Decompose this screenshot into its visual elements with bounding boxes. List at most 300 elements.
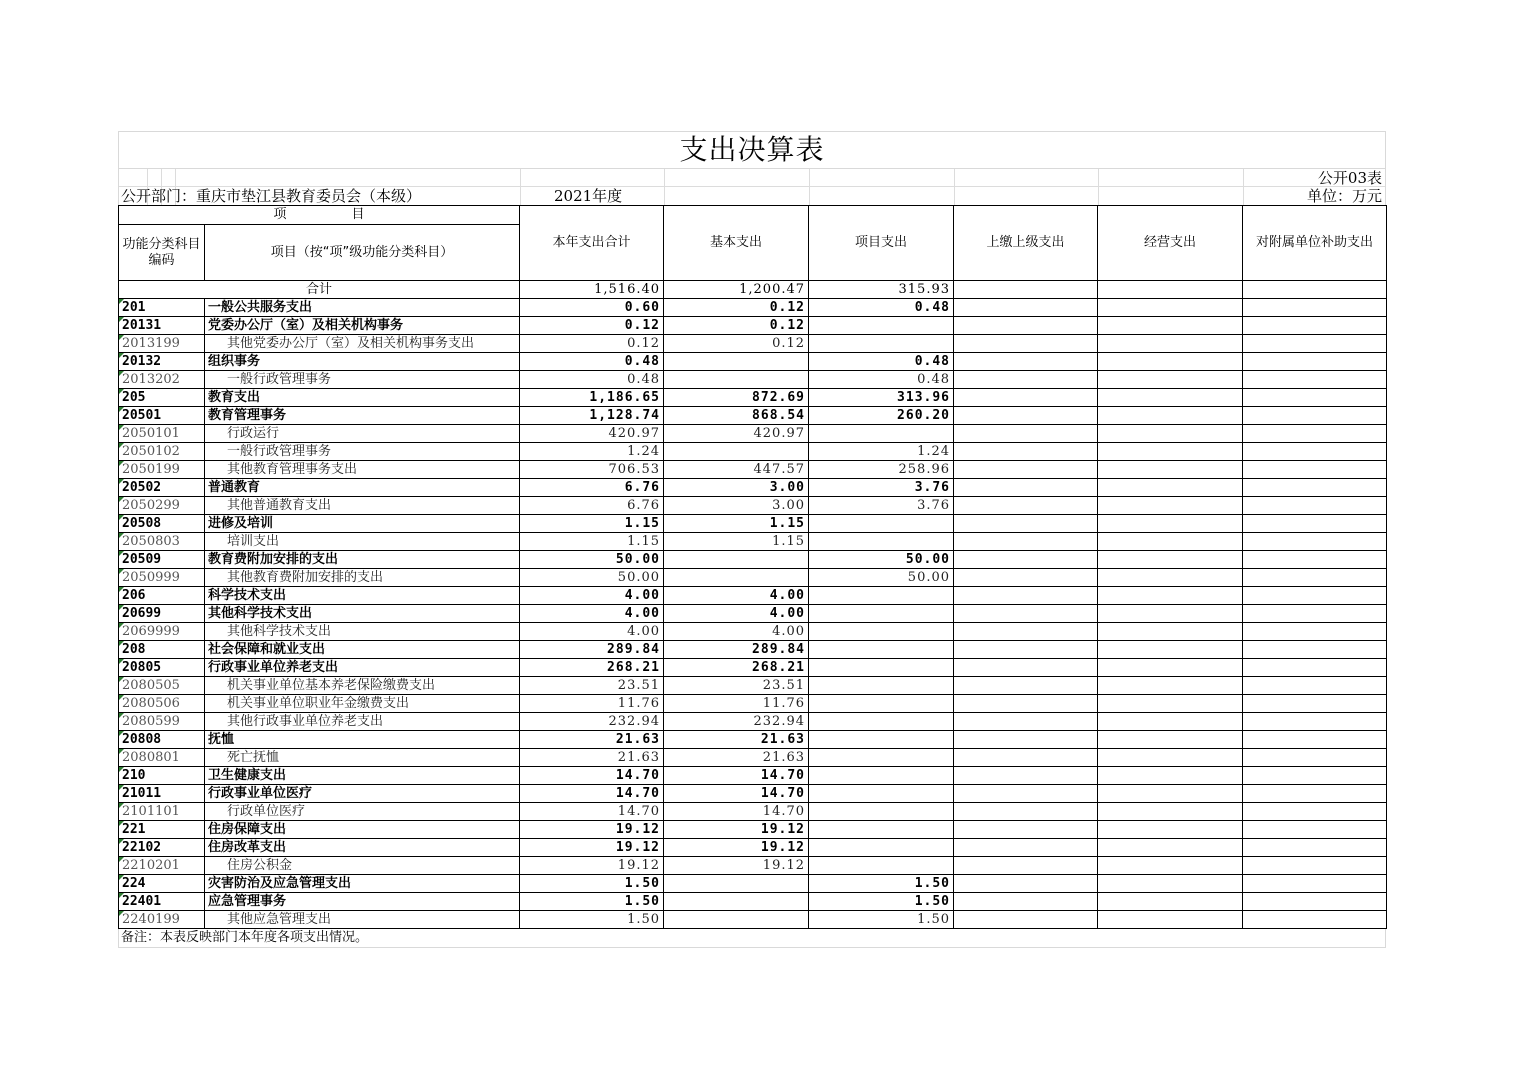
row-project: 0.48 bbox=[809, 353, 954, 371]
row-upper bbox=[954, 443, 1098, 461]
table-row bbox=[119, 497, 1387, 515]
table-row bbox=[119, 713, 1387, 731]
row-code: 2050299 bbox=[119, 497, 205, 515]
row-upper bbox=[954, 857, 1098, 875]
row-upper bbox=[954, 335, 1098, 353]
row-upper bbox=[954, 713, 1098, 731]
row-basic: 0.12 bbox=[664, 317, 809, 335]
form-number: 公开03表 bbox=[1317, 169, 1382, 187]
row-code: 22102 bbox=[119, 839, 205, 857]
row-basic: 868.54 bbox=[664, 407, 809, 425]
row-subsidy bbox=[1243, 389, 1387, 407]
row-business bbox=[1098, 533, 1243, 551]
row-total: 21.63 bbox=[520, 731, 664, 749]
row-total: 0.48 bbox=[520, 353, 664, 371]
row-total: 4.00 bbox=[520, 587, 664, 605]
row-subsidy bbox=[1243, 425, 1387, 443]
row-business bbox=[1098, 425, 1243, 443]
row-subsidy bbox=[1243, 767, 1387, 785]
row-business bbox=[1098, 731, 1243, 749]
row-business bbox=[1098, 677, 1243, 695]
row-basic: 420.97 bbox=[664, 425, 809, 443]
row-subsidy bbox=[1243, 713, 1387, 731]
table-row bbox=[119, 785, 1387, 803]
row-name: 一般公共服务支出 bbox=[205, 299, 520, 317]
row-upper bbox=[954, 893, 1098, 911]
row-basic: 19.12 bbox=[664, 821, 809, 839]
row-basic bbox=[664, 875, 809, 893]
row-upper bbox=[954, 569, 1098, 587]
table-row bbox=[119, 353, 1387, 371]
row-basic: 0.12 bbox=[664, 335, 809, 353]
row-basic: 23.51 bbox=[664, 677, 809, 695]
row-code: 22401 bbox=[119, 893, 205, 911]
table-row bbox=[119, 425, 1387, 443]
subtitle-row bbox=[118, 168, 1386, 205]
row-upper bbox=[954, 641, 1098, 659]
row-total: 6.76 bbox=[520, 479, 664, 497]
row-subsidy bbox=[1243, 839, 1387, 857]
row-subsidy bbox=[1243, 821, 1387, 839]
row-business bbox=[1098, 587, 1243, 605]
row-basic: 11.76 bbox=[664, 695, 809, 713]
row-code: 210 bbox=[119, 767, 205, 785]
header-code: 功能分类科目编码 bbox=[119, 225, 205, 281]
page-title: 支出决算表 bbox=[679, 133, 825, 166]
row-subsidy bbox=[1243, 335, 1387, 353]
row-name: 机关事业单位基本养老保险缴费支出 bbox=[205, 677, 520, 695]
row-subsidy bbox=[1243, 497, 1387, 515]
row-upper bbox=[954, 587, 1098, 605]
footnote: 备注：本表反映部门本年度各项支出情况。 bbox=[118, 929, 1386, 948]
row-business bbox=[1098, 551, 1243, 569]
row-subsidy bbox=[1243, 587, 1387, 605]
row-basic: 19.12 bbox=[664, 839, 809, 857]
row-business bbox=[1098, 443, 1243, 461]
row-total: 19.12 bbox=[520, 821, 664, 839]
table-row bbox=[119, 551, 1387, 569]
table-row bbox=[119, 623, 1387, 641]
row-upper bbox=[954, 695, 1098, 713]
row-business bbox=[1098, 659, 1243, 677]
row-name: 教育支出 bbox=[205, 389, 520, 407]
total-project-cell: 315.93 bbox=[809, 281, 954, 299]
row-total: 1,128.74 bbox=[520, 407, 664, 425]
row-subsidy bbox=[1243, 317, 1387, 335]
table-row bbox=[119, 695, 1387, 713]
row-name: 其他科学技术支出 bbox=[205, 605, 520, 623]
row-code: 2013202 bbox=[119, 371, 205, 389]
row-basic: 1.15 bbox=[664, 515, 809, 533]
row-project bbox=[809, 587, 954, 605]
row-total: 420.97 bbox=[520, 425, 664, 443]
grid-line bbox=[520, 169, 521, 205]
row-upper bbox=[954, 461, 1098, 479]
row-code: 20131 bbox=[119, 317, 205, 335]
row-upper bbox=[954, 803, 1098, 821]
row-code: 2240199 bbox=[119, 911, 205, 929]
row-upper bbox=[954, 749, 1098, 767]
row-total: 14.70 bbox=[520, 785, 664, 803]
row-name: 其他普通教育支出 bbox=[205, 497, 520, 515]
header-basic: 基本支出 bbox=[664, 206, 809, 281]
row-code: 2210201 bbox=[119, 857, 205, 875]
empty-cell bbox=[954, 281, 1098, 299]
row-subsidy bbox=[1243, 857, 1387, 875]
grid-line bbox=[1243, 169, 1244, 205]
row-total: 706.53 bbox=[520, 461, 664, 479]
row-total: 1.24 bbox=[520, 443, 664, 461]
table-row bbox=[119, 479, 1387, 497]
row-basic: 14.70 bbox=[664, 803, 809, 821]
row-total: 1.50 bbox=[520, 875, 664, 893]
row-name: 死亡抚恤 bbox=[205, 749, 520, 767]
row-business bbox=[1098, 515, 1243, 533]
row-total: 1.15 bbox=[520, 515, 664, 533]
row-business bbox=[1098, 821, 1243, 839]
row-subsidy bbox=[1243, 551, 1387, 569]
row-project bbox=[809, 641, 954, 659]
row-code: 205 bbox=[119, 389, 205, 407]
title-row bbox=[118, 131, 1386, 168]
table-row bbox=[119, 533, 1387, 551]
table-row bbox=[119, 587, 1387, 605]
row-business bbox=[1098, 911, 1243, 929]
row-code: 20805 bbox=[119, 659, 205, 677]
row-code: 21011 bbox=[119, 785, 205, 803]
table-row bbox=[119, 911, 1387, 929]
row-project: 50.00 bbox=[809, 569, 954, 587]
row-project bbox=[809, 821, 954, 839]
row-project bbox=[809, 677, 954, 695]
row-project bbox=[809, 515, 954, 533]
row-basic: 14.70 bbox=[664, 767, 809, 785]
row-project bbox=[809, 695, 954, 713]
row-name: 党委办公厅（室）及相关机构事务 bbox=[205, 317, 520, 335]
row-subsidy bbox=[1243, 659, 1387, 677]
row-basic: 872.69 bbox=[664, 389, 809, 407]
row-code: 20132 bbox=[119, 353, 205, 371]
row-business bbox=[1098, 875, 1243, 893]
row-basic: 21.63 bbox=[664, 731, 809, 749]
table-row bbox=[119, 821, 1387, 839]
row-basic bbox=[664, 551, 809, 569]
row-code: 2050101 bbox=[119, 425, 205, 443]
total-cell: 1,516.40 bbox=[520, 281, 664, 299]
row-upper bbox=[954, 731, 1098, 749]
row-basic bbox=[664, 443, 809, 461]
row-basic bbox=[664, 911, 809, 929]
row-project: 260.20 bbox=[809, 407, 954, 425]
table-row bbox=[119, 461, 1387, 479]
row-business bbox=[1098, 767, 1243, 785]
header-subsidy: 对附属单位补助支出 bbox=[1243, 206, 1387, 281]
table-row bbox=[119, 875, 1387, 893]
row-total: 19.12 bbox=[520, 857, 664, 875]
row-subsidy bbox=[1243, 371, 1387, 389]
row-code: 2080506 bbox=[119, 695, 205, 713]
row-project: 1.24 bbox=[809, 443, 954, 461]
row-total: 4.00 bbox=[520, 623, 664, 641]
row-business bbox=[1098, 353, 1243, 371]
row-total: 21.63 bbox=[520, 749, 664, 767]
row-basic bbox=[664, 353, 809, 371]
department-label: 公开部门：重庆市垫江县教育委员会（本级） bbox=[121, 187, 422, 205]
row-upper bbox=[954, 389, 1098, 407]
row-subsidy bbox=[1243, 875, 1387, 893]
row-total: 11.76 bbox=[520, 695, 664, 713]
row-basic: 0.12 bbox=[664, 299, 809, 317]
row-total: 1.50 bbox=[520, 911, 664, 929]
row-basic: 21.63 bbox=[664, 749, 809, 767]
row-code: 20501 bbox=[119, 407, 205, 425]
row-business bbox=[1098, 317, 1243, 335]
row-business bbox=[1098, 623, 1243, 641]
row-total: 19.12 bbox=[520, 839, 664, 857]
row-total: 268.21 bbox=[520, 659, 664, 677]
row-code: 2050803 bbox=[119, 533, 205, 551]
row-upper bbox=[954, 821, 1098, 839]
row-project bbox=[809, 425, 954, 443]
row-upper bbox=[954, 497, 1098, 515]
table-row bbox=[119, 371, 1387, 389]
row-code: 2050102 bbox=[119, 443, 205, 461]
row-upper bbox=[954, 299, 1098, 317]
row-upper bbox=[954, 785, 1098, 803]
row-project: 258.96 bbox=[809, 461, 954, 479]
expenditure-sheet bbox=[118, 131, 1386, 948]
row-upper bbox=[954, 353, 1098, 371]
row-code: 2013199 bbox=[119, 335, 205, 353]
row-project: 1.50 bbox=[809, 911, 954, 929]
row-subsidy bbox=[1243, 803, 1387, 821]
row-name: 普通教育 bbox=[205, 479, 520, 497]
row-subsidy bbox=[1243, 353, 1387, 371]
row-basic bbox=[664, 569, 809, 587]
row-name: 住房保障支出 bbox=[205, 821, 520, 839]
row-upper bbox=[954, 317, 1098, 335]
table-row bbox=[119, 605, 1387, 623]
row-code: 2069999 bbox=[119, 623, 205, 641]
row-name: 行政事业单位养老支出 bbox=[205, 659, 520, 677]
row-subsidy bbox=[1243, 299, 1387, 317]
row-name: 其他科学技术支出 bbox=[205, 623, 520, 641]
row-name: 卫生健康支出 bbox=[205, 767, 520, 785]
row-code: 20699 bbox=[119, 605, 205, 623]
row-upper bbox=[954, 407, 1098, 425]
row-project bbox=[809, 605, 954, 623]
row-upper bbox=[954, 425, 1098, 443]
header-business: 经营支出 bbox=[1098, 206, 1243, 281]
row-subsidy bbox=[1243, 623, 1387, 641]
row-upper bbox=[954, 659, 1098, 677]
grid-line bbox=[954, 169, 955, 205]
row-project bbox=[809, 749, 954, 767]
row-name: 机关事业单位职业年金缴费支出 bbox=[205, 695, 520, 713]
row-upper bbox=[954, 911, 1098, 929]
row-business bbox=[1098, 371, 1243, 389]
row-subsidy bbox=[1243, 731, 1387, 749]
row-subsidy bbox=[1243, 641, 1387, 659]
row-basic: 3.00 bbox=[664, 479, 809, 497]
row-basic: 19.12 bbox=[664, 857, 809, 875]
row-code: 20808 bbox=[119, 731, 205, 749]
row-project bbox=[809, 803, 954, 821]
table-row bbox=[119, 767, 1387, 785]
row-code: 201 bbox=[119, 299, 205, 317]
row-basic bbox=[664, 371, 809, 389]
row-project bbox=[809, 785, 954, 803]
row-project bbox=[809, 317, 954, 335]
row-project: 0.48 bbox=[809, 299, 954, 317]
table-row bbox=[119, 443, 1387, 461]
row-basic: 4.00 bbox=[664, 587, 809, 605]
row-name: 行政事业单位医疗 bbox=[205, 785, 520, 803]
row-code: 2050199 bbox=[119, 461, 205, 479]
row-basic: 4.00 bbox=[664, 623, 809, 641]
row-name: 其他教育费附加安排的支出 bbox=[205, 569, 520, 587]
row-business bbox=[1098, 641, 1243, 659]
table-row bbox=[119, 749, 1387, 767]
row-project: 1.50 bbox=[809, 893, 954, 911]
table-row bbox=[119, 641, 1387, 659]
row-total: 0.12 bbox=[520, 317, 664, 335]
row-subsidy bbox=[1243, 749, 1387, 767]
row-upper bbox=[954, 515, 1098, 533]
row-code: 2050999 bbox=[119, 569, 205, 587]
row-project bbox=[809, 533, 954, 551]
row-name: 进修及培训 bbox=[205, 515, 520, 533]
row-code: 20508 bbox=[119, 515, 205, 533]
row-code: 221 bbox=[119, 821, 205, 839]
row-project: 313.96 bbox=[809, 389, 954, 407]
table-row bbox=[119, 893, 1387, 911]
row-code: 206 bbox=[119, 587, 205, 605]
table-row bbox=[119, 299, 1387, 317]
row-subsidy bbox=[1243, 443, 1387, 461]
row-business bbox=[1098, 839, 1243, 857]
row-project bbox=[809, 659, 954, 677]
table-row bbox=[119, 659, 1387, 677]
header-upper: 上缴上级支出 bbox=[954, 206, 1098, 281]
row-code: 2080599 bbox=[119, 713, 205, 731]
row-total: 4.00 bbox=[520, 605, 664, 623]
row-business bbox=[1098, 497, 1243, 515]
row-subsidy bbox=[1243, 911, 1387, 929]
row-business bbox=[1098, 389, 1243, 407]
row-business bbox=[1098, 569, 1243, 587]
row-total: 50.00 bbox=[520, 569, 664, 587]
row-upper bbox=[954, 677, 1098, 695]
row-total: 1.50 bbox=[520, 893, 664, 911]
row-name: 其他应急管理支出 bbox=[205, 911, 520, 929]
row-basic: 268.21 bbox=[664, 659, 809, 677]
row-basic: 3.00 bbox=[664, 497, 809, 515]
row-total: 232.94 bbox=[520, 713, 664, 731]
row-name: 其他行政事业单位养老支出 bbox=[205, 713, 520, 731]
row-subsidy bbox=[1243, 695, 1387, 713]
header-item-group: 项 目 bbox=[119, 206, 520, 225]
row-subsidy bbox=[1243, 479, 1387, 497]
row-subsidy bbox=[1243, 785, 1387, 803]
row-basic: 4.00 bbox=[664, 605, 809, 623]
table-row bbox=[119, 839, 1387, 857]
grid-line bbox=[1098, 169, 1099, 205]
row-code: 20502 bbox=[119, 479, 205, 497]
row-total: 6.76 bbox=[520, 497, 664, 515]
header-name: 项目（按“项”级功能分类科目） bbox=[205, 225, 520, 281]
row-upper bbox=[954, 605, 1098, 623]
header-project: 项目支出 bbox=[809, 206, 954, 281]
row-business bbox=[1098, 335, 1243, 353]
total-basic-cell: 1,200.47 bbox=[664, 281, 809, 299]
row-total: 23.51 bbox=[520, 677, 664, 695]
row-project: 50.00 bbox=[809, 551, 954, 569]
row-subsidy bbox=[1243, 677, 1387, 695]
row-project bbox=[809, 335, 954, 353]
row-name: 其他党委办公厅（室）及相关机构事务支出 bbox=[205, 335, 520, 353]
header-total: 本年支出合计 bbox=[520, 206, 664, 281]
row-subsidy bbox=[1243, 461, 1387, 479]
expenditure-table bbox=[118, 205, 1387, 929]
table-row bbox=[119, 803, 1387, 821]
row-code: 2080505 bbox=[119, 677, 205, 695]
row-upper bbox=[954, 623, 1098, 641]
row-total: 14.70 bbox=[520, 767, 664, 785]
row-total: 0.60 bbox=[520, 299, 664, 317]
row-business bbox=[1098, 749, 1243, 767]
row-total: 14.70 bbox=[520, 803, 664, 821]
table-row bbox=[119, 317, 1387, 335]
row-subsidy bbox=[1243, 515, 1387, 533]
row-name: 培训支出 bbox=[205, 533, 520, 551]
row-project: 0.48 bbox=[809, 371, 954, 389]
grid-line bbox=[809, 169, 810, 205]
row-name: 住房公积金 bbox=[205, 857, 520, 875]
row-basic: 14.70 bbox=[664, 785, 809, 803]
row-project bbox=[809, 857, 954, 875]
row-name: 行政单位医疗 bbox=[205, 803, 520, 821]
row-upper bbox=[954, 371, 1098, 389]
row-project bbox=[809, 767, 954, 785]
table-row bbox=[119, 569, 1387, 587]
row-code: 2101101 bbox=[119, 803, 205, 821]
row-basic: 232.94 bbox=[664, 713, 809, 731]
row-total: 0.12 bbox=[520, 335, 664, 353]
row-basic: 1.15 bbox=[664, 533, 809, 551]
row-business bbox=[1098, 695, 1243, 713]
row-upper bbox=[954, 533, 1098, 551]
row-business bbox=[1098, 893, 1243, 911]
empty-cell bbox=[1098, 281, 1243, 299]
row-total: 0.48 bbox=[520, 371, 664, 389]
row-business bbox=[1098, 407, 1243, 425]
row-total: 1.15 bbox=[520, 533, 664, 551]
total-label: 合计 bbox=[119, 281, 520, 299]
row-subsidy bbox=[1243, 533, 1387, 551]
row-total: 50.00 bbox=[520, 551, 664, 569]
row-project: 3.76 bbox=[809, 497, 954, 515]
row-name: 行政运行 bbox=[205, 425, 520, 443]
row-business bbox=[1098, 479, 1243, 497]
row-name: 组织事务 bbox=[205, 353, 520, 371]
row-total: 289.84 bbox=[520, 641, 664, 659]
row-project bbox=[809, 623, 954, 641]
row-name: 社会保障和就业支出 bbox=[205, 641, 520, 659]
row-subsidy bbox=[1243, 569, 1387, 587]
total-row bbox=[119, 281, 1387, 299]
grid-line bbox=[664, 169, 665, 205]
